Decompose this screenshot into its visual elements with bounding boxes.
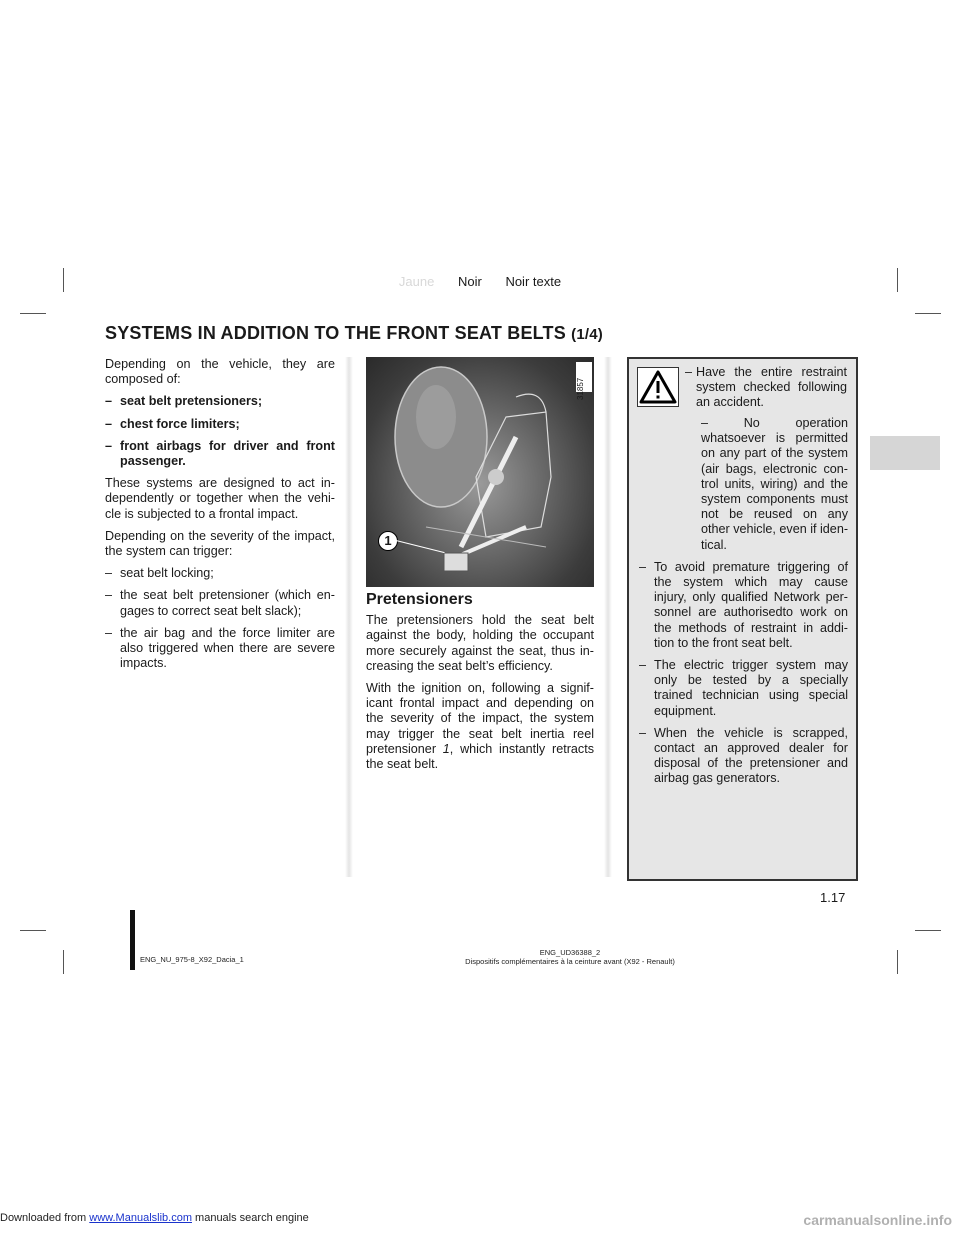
column-separator xyxy=(604,357,612,877)
crop-mark xyxy=(20,930,46,931)
paragraph: Depending on the severity of the impact, the system can trigger: xyxy=(105,528,335,559)
color-label-noir: Noir xyxy=(457,274,482,289)
chapter-tab xyxy=(870,436,940,470)
footer-left-code: ENG_NU_975-8_X92_Dacia_1 xyxy=(140,955,244,964)
seat-illustration xyxy=(366,357,594,587)
seat-airbag-illustration xyxy=(366,357,594,587)
footer-bar xyxy=(130,910,135,970)
paragraph: The pretensioners hold the seat belt against the body, holding the occupant more securely against the seat, thus in-creasing the seat belt’s efficiency. xyxy=(366,613,594,673)
warning-text: – No operation whatsoever is permitted on any part of the system (air bags, electronic con-trol units, wiring) and the system components must not be reused on any other vehicle, even if iden-tical. – To avoid premature triggering of the system which may cause injury, only qualified Network per-sonnel are authorisedto work on the methods of restraint in addi-tion to the front seat belt. – The electric trigger system may only be tested by a specially trained technician using special equipment. – When the vehicle is scrapped, contact an approved dealer for disposal of the pretensioner and airbag gas generators. xyxy=(639,416,849,786)
page-title-text: SYSTEMS IN ADDITION TO THE FRONT SEAT BELTS xyxy=(105,323,566,343)
color-label-noir-texte: Noir texte xyxy=(505,274,562,289)
list-item: – front airbags for driver and front passenger. xyxy=(105,438,335,469)
callout-marker: 1 xyxy=(378,531,398,551)
crop-mark xyxy=(20,313,46,314)
download-credit: Downloaded from www.Manualslib.com manuals search engine xyxy=(0,1212,309,1224)
figure-code-label: 31857 xyxy=(576,362,592,392)
intro-text: Depending on the vehicle, they are composed of: xyxy=(105,357,335,387)
warning-item: – Have the entire restraint system checked following an accident. xyxy=(685,365,847,410)
warning-icon xyxy=(637,367,679,407)
crop-mark xyxy=(915,930,941,931)
warning-box xyxy=(627,357,858,881)
middle-column xyxy=(366,592,594,779)
page-title xyxy=(105,323,603,344)
list-item: – the seat belt pretensioner (which en-gages to correct seat belt slack); xyxy=(105,588,335,618)
column-separator xyxy=(345,357,353,877)
crop-mark xyxy=(897,950,898,974)
list-item: – chest force limiters; xyxy=(105,416,240,431)
color-label-jaune: Jaune xyxy=(398,274,435,289)
footer-right-code: ENG_UD36388_2 Dispositifs complémentaires à la ceinture avant (X92 - Renault) xyxy=(465,948,675,966)
list-item: – seat belt locking; xyxy=(105,566,214,581)
manualslib-link[interactable]: www.Manualslib.com xyxy=(89,1212,192,1224)
list-item: – the air bag and the force limiter are also triggered when there are severe impacts. xyxy=(105,625,335,671)
print-color-legend xyxy=(0,274,960,289)
list-item: – seat belt pretensioners; xyxy=(105,394,263,409)
left-column xyxy=(105,357,335,678)
page-number: 1.17 xyxy=(820,890,846,905)
crop-mark xyxy=(915,313,941,314)
page-title-part: (1/4) xyxy=(571,326,603,343)
paragraph: With the ignition on, following a signif-icant frontal impact and depending on the severity of the impact, the system may trigger the seat belt inertia reel pretensioner 1, which instantly retracts the seat belt. xyxy=(366,681,594,772)
paragraph: These systems are designed to act in-dependently or together when the vehi-cle is subjected to a frontal impact. xyxy=(105,476,335,521)
crop-mark xyxy=(63,950,64,974)
section-heading: Pretensioners xyxy=(366,591,473,608)
watermark: carmanualsonline.info xyxy=(803,1212,952,1228)
